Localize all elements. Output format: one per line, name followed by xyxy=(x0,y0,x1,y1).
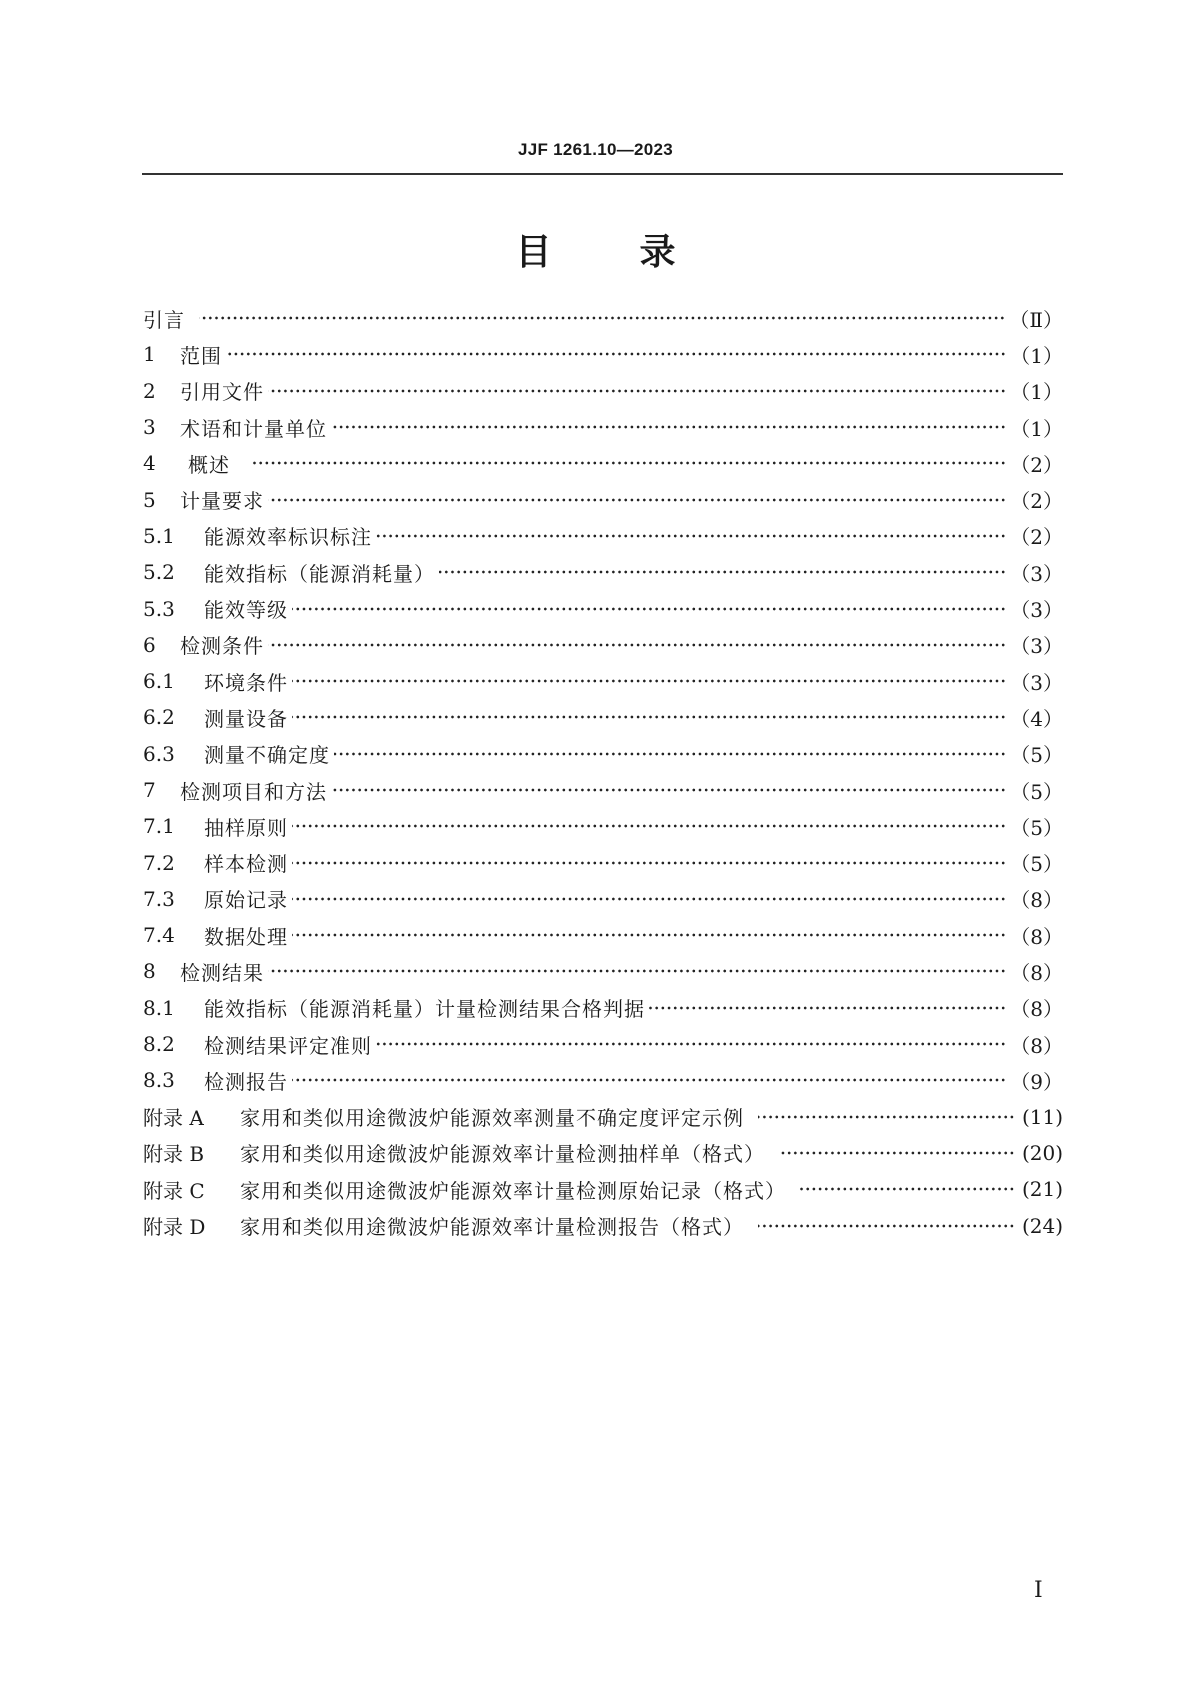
toc-entry-number: 8.1 xyxy=(143,995,175,1020)
toc-entry-page: (11) xyxy=(1021,1104,1063,1129)
toc-entry-label: 检测报告 xyxy=(204,1069,288,1094)
toc-entry-label: 样本检测 xyxy=(204,852,288,877)
dot-leader xyxy=(439,569,1006,575)
dot-leader xyxy=(800,1186,1015,1192)
toc-entry-label: 原始记录 xyxy=(204,888,288,913)
dot-leader xyxy=(292,1077,1006,1083)
dot-leader xyxy=(649,1005,1006,1011)
toc-entry[interactable] xyxy=(143,300,1063,336)
toc-entry-page: （4） xyxy=(1010,706,1063,731)
toc-entry-page: （2） xyxy=(1010,452,1063,477)
toc-entry[interactable] xyxy=(143,1026,1063,1062)
dot-leader xyxy=(292,823,1006,829)
toc-entry[interactable] xyxy=(143,808,1063,844)
toc-entry-number: 5.1 xyxy=(143,523,175,548)
dot-leader xyxy=(758,1223,1015,1229)
toc-entry[interactable] xyxy=(143,1171,1063,1207)
toc-entry-label: 检测项目和方法 xyxy=(180,779,327,804)
dot-leader xyxy=(292,678,1006,684)
toc-entry-label: 环境条件 xyxy=(204,670,288,695)
toc-entry-page: （9） xyxy=(1010,1069,1063,1094)
dot-leader xyxy=(268,642,1006,648)
dot-leader xyxy=(758,1114,1015,1120)
table-of-contents xyxy=(143,300,1063,1244)
title-char: 目 xyxy=(515,232,552,273)
toc-entry-page: （5） xyxy=(1010,743,1063,768)
page-title xyxy=(0,224,1191,275)
toc-entry-page: （8） xyxy=(1010,1033,1063,1058)
toc-entry-label: 测量不确定度 xyxy=(204,743,330,768)
toc-entry[interactable] xyxy=(143,699,1063,735)
toc-entry-label: 能源效率标识标注 xyxy=(204,525,372,550)
toc-entry-number: 8.3 xyxy=(143,1068,175,1093)
toc-entry-label: 测量设备 xyxy=(204,706,288,731)
toc-entry[interactable] xyxy=(143,663,1063,699)
toc-entry-label: 能效等级 xyxy=(204,598,288,623)
dot-leader xyxy=(376,1041,1006,1047)
toc-entry-page: （2） xyxy=(1010,489,1063,514)
toc-entry-page: （3） xyxy=(1010,634,1063,659)
toc-entry[interactable] xyxy=(143,554,1063,590)
toc-entry[interactable] xyxy=(143,590,1063,626)
toc-entry[interactable] xyxy=(143,917,1063,953)
toc-entry-number: 7 xyxy=(143,778,156,802)
toc-entry-number: 6.3 xyxy=(143,741,175,766)
toc-entry-page: （5） xyxy=(1010,815,1063,840)
toc-entry-page: （8） xyxy=(1010,960,1063,985)
toc-entry-label: 数据处理 xyxy=(204,924,288,949)
document-code-header: JJF 1261.10—2023 xyxy=(517,140,674,159)
toc-entry-label: 家用和类似用途微波炉能源效率测量不确定度评定示例 xyxy=(240,1106,744,1131)
dot-leader xyxy=(292,606,1006,612)
toc-entry-number: 7.3 xyxy=(143,886,175,911)
toc-entry-page: （1） xyxy=(1010,380,1063,405)
toc-entry[interactable] xyxy=(143,953,1063,989)
toc-entry-label: 检测结果评定准则 xyxy=(204,1033,372,1058)
page-number: I xyxy=(1034,1578,1043,1603)
dot-leader xyxy=(250,460,1006,466)
toc-entry-number: 1 xyxy=(143,342,156,367)
toc-entry-page: (20) xyxy=(1021,1140,1063,1165)
toc-entry-page: （2） xyxy=(1010,525,1063,550)
dot-leader xyxy=(331,787,1006,793)
dot-leader xyxy=(292,714,1006,720)
toc-entry[interactable] xyxy=(143,373,1063,409)
toc-entry-page: （1） xyxy=(1010,416,1063,441)
toc-entry-label: 家用和类似用途微波炉能源效率计量检测报告（格式） xyxy=(240,1215,744,1240)
toc-entry-number: 4 xyxy=(143,451,156,476)
toc-entry-number: 附录 A xyxy=(143,1106,204,1131)
toc-entry[interactable] xyxy=(143,772,1063,808)
toc-entry-page: （5） xyxy=(1010,852,1063,877)
toc-entry-number: 7.1 xyxy=(143,814,175,839)
toc-entry[interactable] xyxy=(143,1207,1063,1243)
toc-entry-number: 8 xyxy=(143,959,156,984)
toc-entry[interactable] xyxy=(143,481,1063,517)
toc-entry[interactable] xyxy=(143,1135,1063,1171)
toc-entry-number: 3 xyxy=(143,415,156,440)
toc-entry-page: （Ⅱ） xyxy=(1009,307,1063,332)
dot-leader xyxy=(292,932,1006,938)
toc-entry-page: （8） xyxy=(1010,997,1063,1022)
toc-entry[interactable] xyxy=(143,445,1063,481)
dot-leader xyxy=(226,351,1006,357)
toc-entry-page: （3） xyxy=(1010,598,1063,623)
toc-entry-page: （5） xyxy=(1010,779,1063,804)
toc-entry[interactable] xyxy=(143,518,1063,554)
toc-entry-number: 7.4 xyxy=(143,923,175,948)
toc-entry[interactable] xyxy=(143,1062,1063,1098)
dot-leader xyxy=(292,860,1006,866)
toc-entry-label: 范围 xyxy=(180,343,222,368)
toc-entry[interactable] xyxy=(143,336,1063,372)
dot-leader xyxy=(268,968,1006,974)
toc-entry-number: 6.1 xyxy=(143,669,175,694)
toc-entry-page: （8） xyxy=(1010,888,1063,913)
toc-entry-page: （3） xyxy=(1010,561,1063,586)
toc-entry-label: 家用和类似用途微波炉能源效率计量检测原始记录（格式） xyxy=(240,1178,786,1203)
toc-entry-number: 7.2 xyxy=(143,850,175,875)
toc-entry-label: 计量要求 xyxy=(180,489,264,514)
toc-entry-number: 8.2 xyxy=(143,1032,175,1057)
toc-entry-label: 引言 xyxy=(143,307,185,332)
toc-entry-label: 概述 xyxy=(188,452,230,477)
toc-entry-label: 能效指标（能源消耗量） xyxy=(204,561,435,586)
toc-entry[interactable] xyxy=(143,1099,1063,1135)
dot-leader xyxy=(334,751,1006,757)
toc-entry-label: 术语和计量单位 xyxy=(180,416,327,441)
toc-entry-page: (24) xyxy=(1021,1213,1063,1238)
toc-entry[interactable] xyxy=(143,627,1063,663)
toc-entry-page: （8） xyxy=(1010,924,1063,949)
toc-entry[interactable] xyxy=(143,409,1063,445)
toc-entry-label: 能效指标（能源消耗量）计量检测结果合格判据 xyxy=(204,997,645,1022)
toc-entry-number: 5 xyxy=(143,487,156,512)
header-rule xyxy=(142,173,1063,175)
toc-entry-label: 家用和类似用途微波炉能源效率计量检测抽样单（格式） xyxy=(240,1142,765,1167)
toc-entry[interactable] xyxy=(143,844,1063,880)
toc-entry-page: （1） xyxy=(1010,343,1063,368)
toc-entry-number: 附录 D xyxy=(143,1215,206,1240)
toc-entry-label: 检测结果 xyxy=(180,960,264,985)
toc-entry-page: (21) xyxy=(1021,1177,1063,1202)
toc-entry-number: 附录 C xyxy=(143,1178,205,1203)
toc-entry-label: 引用文件 xyxy=(180,380,264,405)
toc-entry-number: 附录 B xyxy=(143,1142,205,1167)
dot-leader xyxy=(331,424,1006,430)
dot-leader xyxy=(292,896,1006,902)
dot-leader xyxy=(268,388,1006,394)
toc-entry-label: 抽样原则 xyxy=(204,815,288,840)
dot-leader xyxy=(268,497,1006,503)
title-char: 录 xyxy=(639,232,676,273)
toc-entry-page: （3） xyxy=(1010,670,1063,695)
toc-entry-number: 5.2 xyxy=(143,560,175,585)
toc-entry-number: 6 xyxy=(143,632,156,657)
toc-entry[interactable] xyxy=(143,990,1063,1026)
toc-entry-number: 6.2 xyxy=(143,705,175,730)
toc-entry[interactable] xyxy=(143,881,1063,917)
toc-entry-label: 检测条件 xyxy=(180,634,264,659)
dot-leader xyxy=(376,533,1006,539)
dot-leader xyxy=(199,315,1005,321)
dot-leader xyxy=(779,1150,1015,1156)
toc-entry[interactable] xyxy=(143,736,1063,772)
toc-entry-number: 5.3 xyxy=(143,596,175,621)
toc-entry-number: 2 xyxy=(143,378,156,403)
